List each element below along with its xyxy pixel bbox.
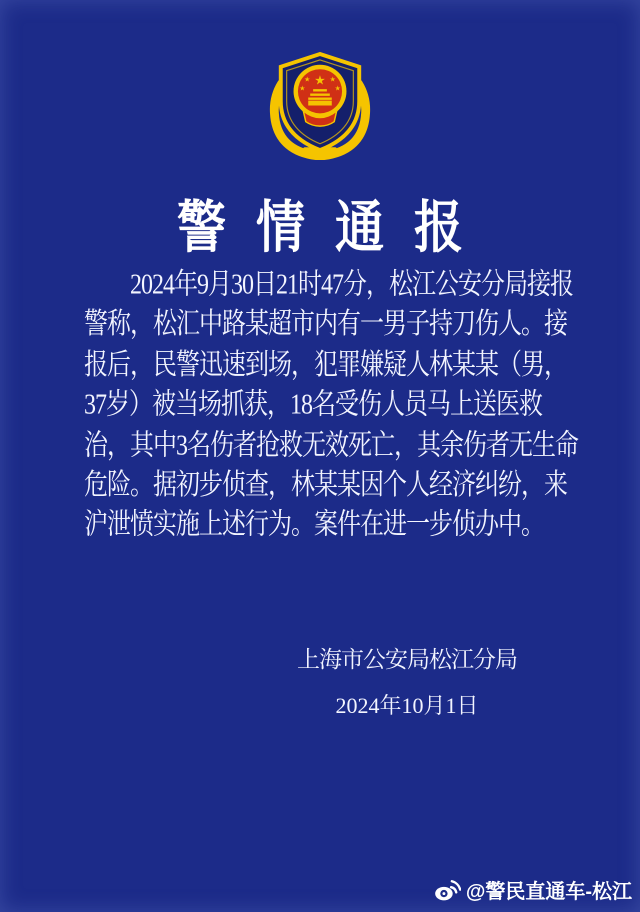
body-line: 沪泄愤实施上述行为。案件在进一步侦办中。 bbox=[84, 510, 544, 542]
weibo-watermark bbox=[434, 875, 632, 904]
weibo-icon bbox=[434, 878, 461, 902]
signature-block bbox=[287, 641, 527, 720]
svg-text:★: ★ bbox=[314, 73, 326, 89]
body-line: 报后，民警迅速到场，犯罪嫌疑人林某某（男， bbox=[84, 349, 567, 381]
svg-text:★: ★ bbox=[299, 84, 306, 93]
body-line: 37岁）被当场抓获，18名受伤人员马上送医救 bbox=[84, 389, 542, 422]
body-line: 警称，松汇中路某超市内有一男子持刀伤人。接 bbox=[84, 309, 567, 341]
issuing-authority: 上海市公安局松江分局 bbox=[297, 647, 517, 672]
body-line: 2024年9月30日21时47分，松江公安分局接报 bbox=[130, 269, 573, 301]
body-line: 危险。据初步侦查，林某某因个人经济纠纷，来 bbox=[84, 470, 567, 502]
svg-text:★: ★ bbox=[304, 75, 311, 84]
issue-date: 2024年10月1日 bbox=[335, 693, 479, 718]
svg-text:★: ★ bbox=[329, 75, 336, 84]
police-badge-icon bbox=[269, 52, 371, 160]
notice-body bbox=[84, 266, 594, 547]
svg-text:★: ★ bbox=[334, 84, 341, 93]
watermark-handle: @警民直通车-松江 bbox=[465, 881, 632, 903]
body-line: 治，其中3名伤者抢救无效死亡，其余伤者无生命 bbox=[84, 429, 578, 462]
notice-title: 警情通报 bbox=[176, 195, 493, 259]
